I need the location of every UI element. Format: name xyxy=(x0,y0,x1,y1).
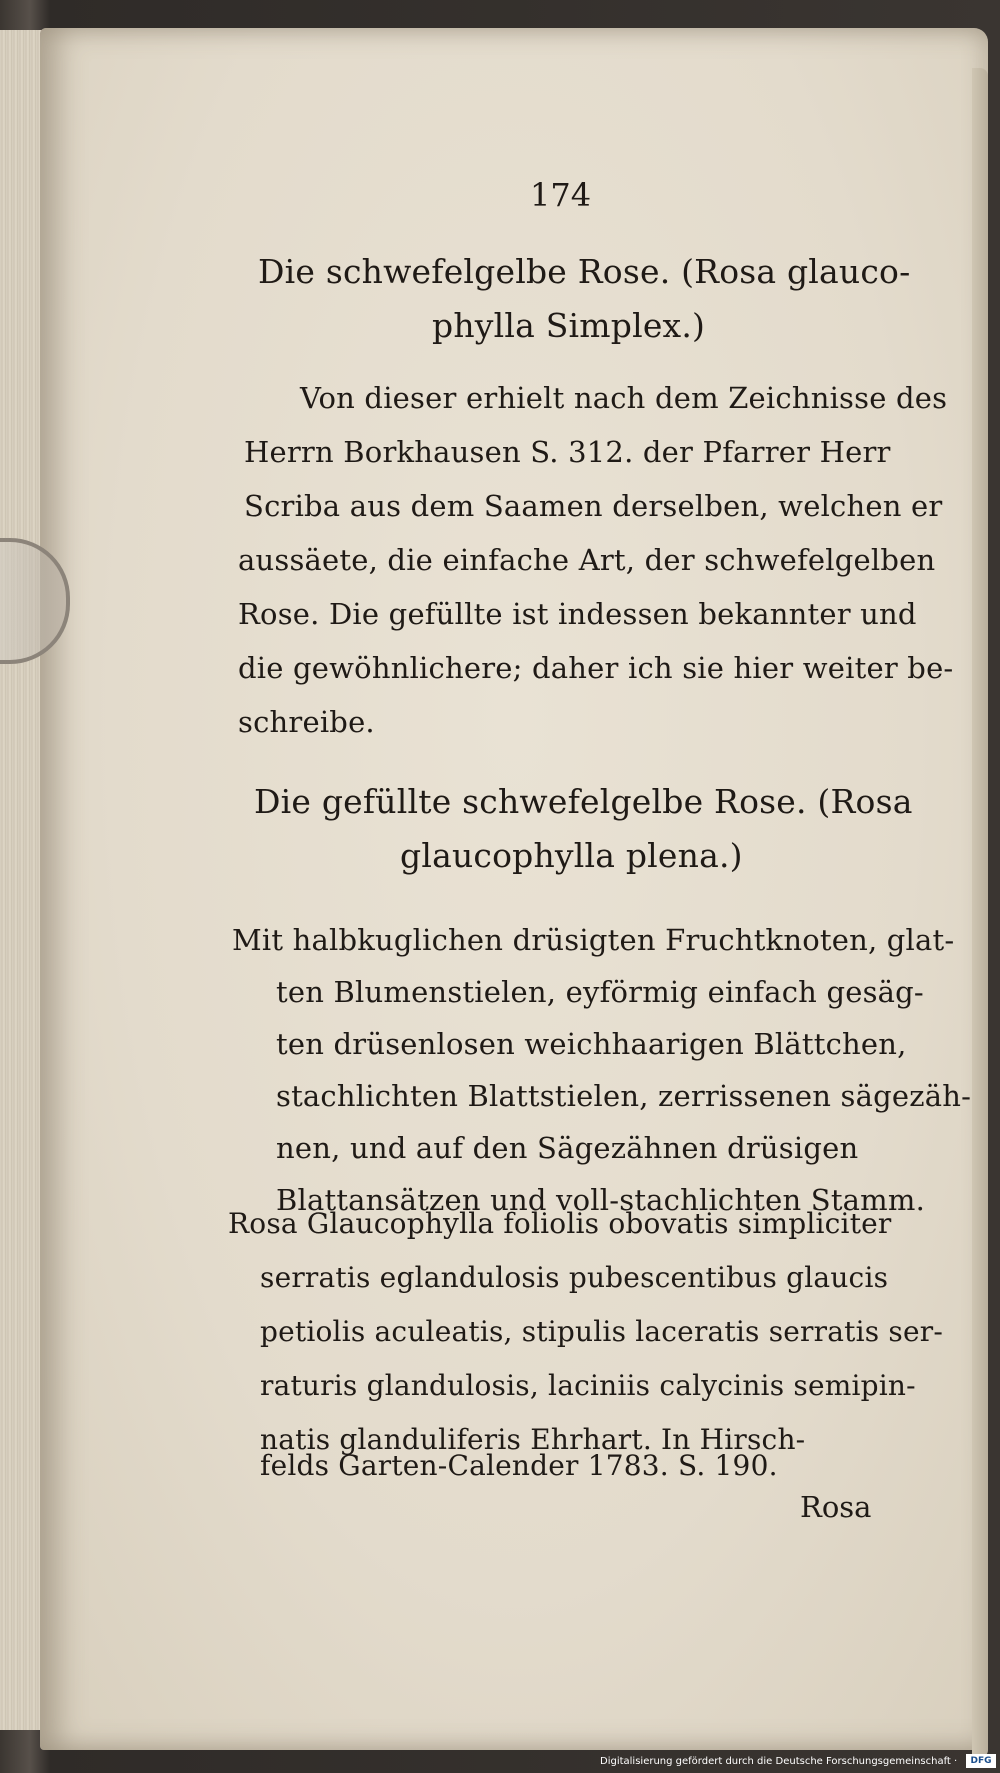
section1-paragraph-line: Herrn Borkhausen S. 312. der Pfarrer Herr xyxy=(244,435,891,469)
section2-latin-line: felds Garten-Calender 1783. S. 190. xyxy=(260,1449,778,1482)
section1-heading-line1: Die schwefelgelbe Rose. (Rosa glauco- xyxy=(258,252,911,291)
dfg-logo: DFG xyxy=(966,1754,996,1768)
catchword: Rosa xyxy=(800,1490,872,1524)
section2-latin-line: Rosa Glaucophylla foliolis obovatis simpliciter xyxy=(228,1207,892,1240)
page-right-edge xyxy=(972,68,988,1758)
section2-description-line: nen, und auf den Sägezähnen drüsigen xyxy=(276,1131,859,1165)
section2-description-line: ten drüsenlosen weichhaarigen Blättchen, xyxy=(276,1027,907,1061)
section2-latin-line: serratis eglandulosis pubescentibus glaucis xyxy=(260,1261,889,1294)
section2-heading-line2: glaucophylla plena.) xyxy=(400,836,743,875)
section1-heading-line2: phylla Simplex.) xyxy=(432,306,706,345)
page-number: 174 xyxy=(530,176,592,214)
section2-description-line: stachlichten Blattstielen, zerrissenen sägezäh- xyxy=(276,1079,972,1113)
section1-paragraph-line: schreibe. xyxy=(238,705,375,739)
section1-paragraph-line: aussäete, die einfache Art, der schwefelgelben xyxy=(238,543,936,577)
section2-description-line: Mit halbkuglichen drüsigten Fruchtknoten, glat- xyxy=(232,923,955,957)
section2-latin-line: natis glanduliferis Ehrhart. In Hirsch- xyxy=(260,1423,806,1456)
section2-description-line: ten Blumenstielen, eyförmig einfach gesäg- xyxy=(276,975,924,1009)
section1-paragraph-line: Rose. Die gefüllte ist indessen bekannter und xyxy=(238,597,917,631)
section2-heading-line1: Die gefüllte schwefelgelbe Rose. (Rosa xyxy=(254,782,913,821)
digitization-credit: Digitalisierung gefördert durch die Deutsche Forschungsgemeinschaft · xyxy=(600,1756,958,1767)
section1-paragraph-line: Scriba aus dem Saamen derselben, welchen er xyxy=(244,489,943,523)
section1-paragraph-line: Von dieser erhielt nach dem Zeichnisse des xyxy=(300,381,948,415)
section2-description-line: Blattansätzen und voll-stachlichten Stamm. xyxy=(276,1183,925,1217)
section1-paragraph-line: die gewöhnlichere; daher ich sie hier weiter be- xyxy=(238,651,954,685)
section2-latin-line: raturis glandulosis, laciniis calycinis semipin- xyxy=(260,1369,916,1402)
section2-latin-line: petiolis aculeatis, stipulis laceratis serratis ser- xyxy=(260,1315,943,1348)
